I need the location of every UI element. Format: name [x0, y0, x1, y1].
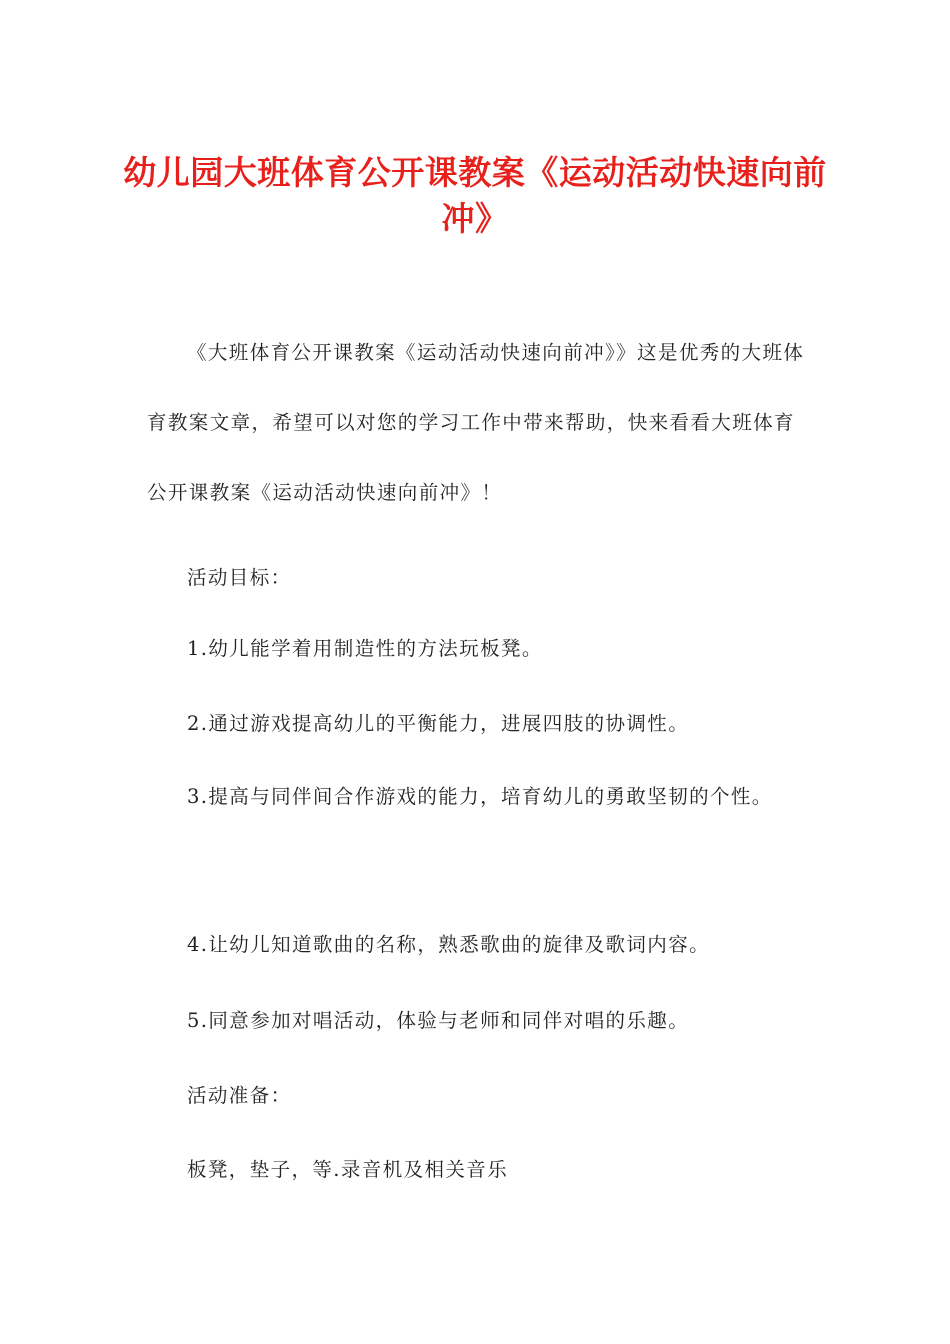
prep-text: 板凳，垫子，等.录音机及相关音乐 [187, 1158, 509, 1181]
goal-item-3: 3.提高与同伴间合作游戏的能力，培育幼儿的勇敢坚韧的个性。 [187, 785, 773, 808]
goal-item-1: 1.幼儿能学着用制造性的方法玩板凳。 [187, 637, 543, 660]
prep-heading: 活动准备： [187, 1084, 292, 1107]
goal-item-5: 5.同意参加对唱活动，体验与老师和同伴对唱的乐趣。 [187, 1009, 690, 1032]
goals-heading: 活动目标： [187, 566, 292, 589]
goal-item-2: 2.通过游戏提高幼儿的平衡能力，进展四肢的协调性。 [187, 712, 690, 735]
intro-paragraph: 《大班体育公开课教案《运动活动快速向前冲》》这是优秀的大班体育教案文章，希望可以对您的学习工作中带来帮助，快来看看大班体育公开课教案《运动活动快速向前冲》！ [147, 341, 805, 504]
document-title: 幼儿园大班体育公开课教案《运动活动快速向前冲》 [123, 153, 827, 238]
goal-item-4: 4.让幼儿知道歌曲的名称，熟悉歌曲的旋律及歌词内容。 [187, 933, 711, 956]
